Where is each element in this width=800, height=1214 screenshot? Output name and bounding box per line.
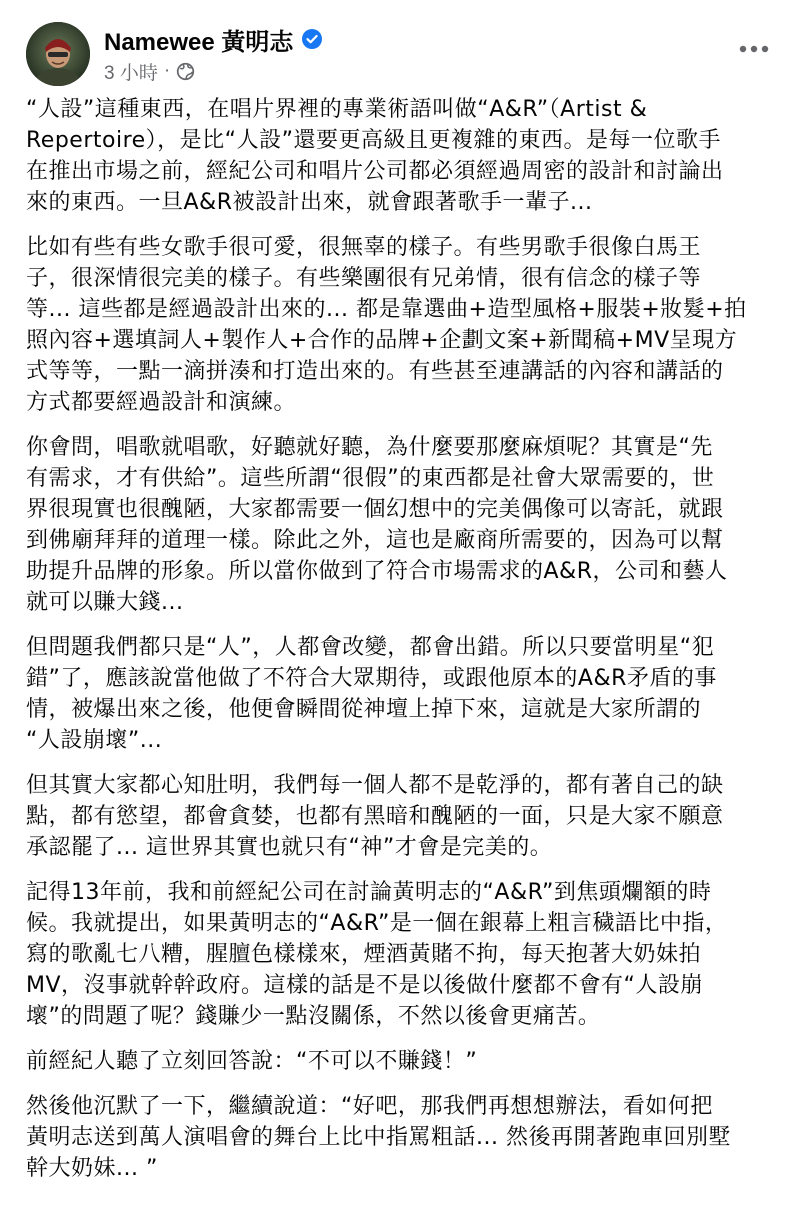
avatar-image (26, 22, 90, 86)
more-options-icon (739, 45, 769, 53)
post-paragraph: 然後他沉默了一下，繼續說道：“好吧，那我們再想想辦法，看如何把 黃明志送到萬人演唱會的舞台上比中指罵粗話... 然後再開著跑車回別墅 幹大奶妹... ” (26, 1094, 731, 1181)
post-header (26, 22, 776, 86)
avatar[interactable] (26, 22, 90, 86)
post-paragraph: 比如有些有些女歌手很可愛，很無辜的樣子。有些男歌手很像白馬王 子，很深情很完美的樣子。有些樂團很有兄弟情，很有信念的樣子等 等... 這些都是經過設計出來的... 都是靠選曲+造型風格+服裝+妝髮+拍 照內容+選填詞人+製作人+合作的品牌+企劃文案+新聞稿+MV呈現方 式等等，一點一滴拼湊和打造出來的。有些甚至連講話的內容和講話的 方式都要經過設計和演練。 (26, 235, 747, 415)
more-options-button[interactable] (732, 34, 776, 64)
post-paragraph: 但其實大家都心知肚明，我們每一個人都不是乾淨的，都有著自己的缺 點，都有慾望，都會貪婪，也都有黑暗和醜陋的一面，只是大家不願意 承認罷了... 這世界其實也就只有“神”才會是完美的。 (26, 773, 724, 860)
meta-separator: · (163, 60, 171, 81)
post-paragraph: “人設”這種東西，在唱片界裡的專業術語叫做“A&R”（Artist & Repertoire），是比“人設”還要更高級且更複雜的東西。是每一位歌手 在推出市場之前，經紀公司和唱片公司都必須經過周密的設計和討論出 來的東西。一旦A&R被設計出來，就會跟著歌手一輩子... (26, 97, 724, 215)
verified-badge-icon (301, 28, 323, 50)
post-body (26, 94, 776, 1198)
globe-icon[interactable] (176, 62, 195, 81)
post-paragraph: 前經紀人聽了立刻回答說：“不可以不賺錢！” (26, 1049, 478, 1074)
post-paragraph: 記得13年前，我和前經紀公司在討論黃明志的“A&R”到焦頭爛額的時 候。我就提出，如果黃明志的“A&R”是一個在銀幕上粗言穢語比中指， 寫的歌亂七八糟，腥膻色樣樣來，煙酒黃賭不拘，每天抱著大奶妹拍 MV，沒事就幹幹政府。這樣的話是不是以後做什麼都不會有“人設崩 壞”的問題了呢？錢賺少一點沒關係，不然以後會更痛苦。 (26, 880, 728, 1029)
post-paragraph: 你會問，唱歌就唱歌，好聽就好聽，為什麼要那麼麻煩呢？其實是“先 有需求，才有供給”。這些所謂“很假”的東西都是社會大眾需要的，世 界很現實也很醜陋，大家都需要一個幻想中的完美偶像可以寄託，就跟 到佛廟拜拜的道理一樣。除此之外，這也是廠商所需要的，因為可以幫 助提升品牌的形象。所以當你做到了符合市場需求的A&R，公司和藝人 就可以賺大錢... (26, 435, 728, 615)
post-timestamp[interactable]: 3 小時 (104, 62, 158, 84)
post-paragraph: 但問題我們都只是“人”，人都會改變，都會出錯。所以只要當明星“犯 錯”了，應該說當他做了不符合大眾期待，或跟他原本的A&R矛盾的事 情，被爆出來之後，他便會瞬間從神壇上掉下來，這就是大家所謂的 “人設崩壞”... (26, 635, 717, 753)
post-meta (104, 58, 195, 84)
author-line (104, 24, 323, 54)
author-name[interactable]: Namewee 黃明志 (104, 28, 294, 56)
